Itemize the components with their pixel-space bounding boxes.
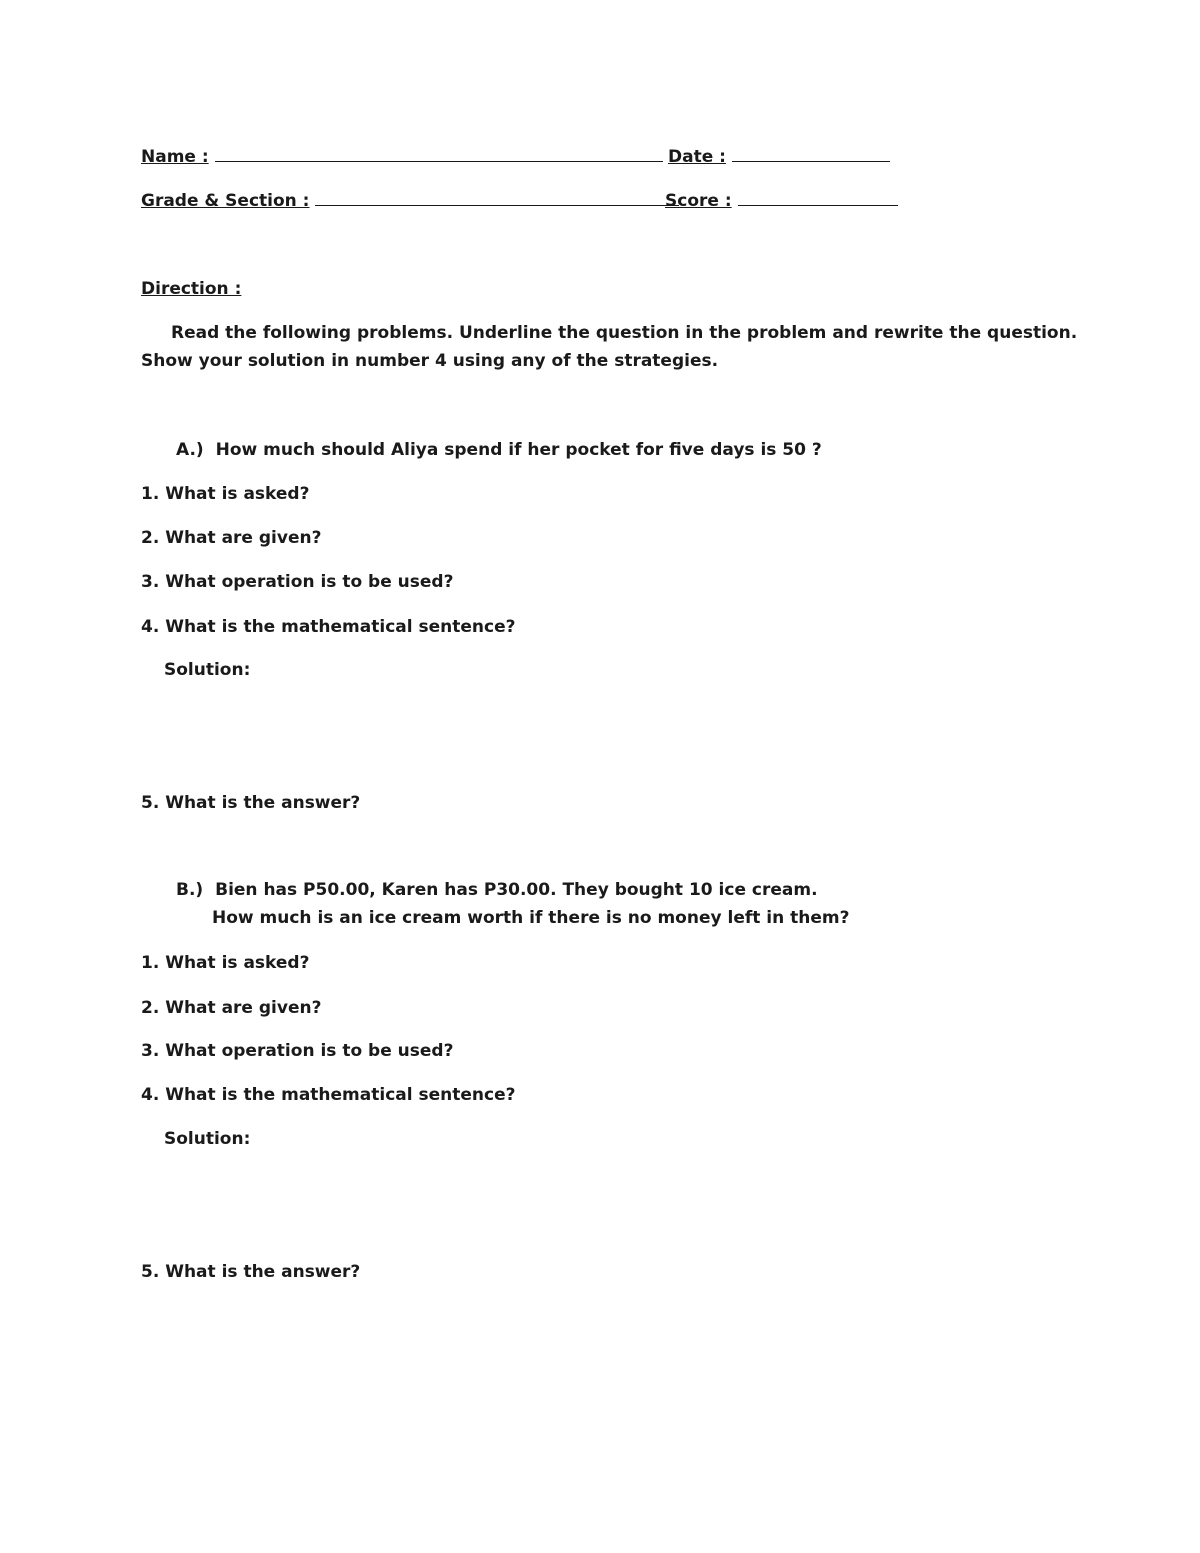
- score-field: [665, 189, 898, 212]
- score-blank[interactable]: [738, 189, 898, 206]
- problem-a-question-2: 2. What are given?: [141, 528, 322, 548]
- date-field: [668, 145, 890, 168]
- grade-section-label: Grade & Section :: [141, 191, 310, 211]
- score-label: Score :: [665, 191, 732, 211]
- grade-section-field: [141, 189, 679, 212]
- name-blank[interactable]: [215, 145, 423, 162]
- name-field: [141, 145, 663, 168]
- problem-b-label: B.): [176, 880, 204, 900]
- problem-b-text-1: Bien has P50.00, Karen has P30.00. They bought 10 ice cream.: [215, 880, 818, 900]
- problem-a: [176, 439, 822, 461]
- problem-a-text: How much should Aliya spend if her pocket for five days is 50 ?: [215, 440, 822, 460]
- direction-line-1: Read the following problems. Underline the question in the problem and rewrite the question.: [171, 323, 1078, 343]
- problem-b-text-2: How much is an ice cream worth if there is no money left in them?: [212, 908, 850, 928]
- problem-b: [176, 879, 818, 901]
- problem-b-question-5: 5. What is the answer?: [141, 1262, 361, 1282]
- direction-line-2: Show your solution in number 4 using any of the strategies.: [141, 351, 719, 371]
- problem-b-question-3: 3. What operation is to be used?: [141, 1041, 454, 1061]
- problem-a-question-3: 3. What operation is to be used?: [141, 572, 454, 592]
- problem-b-solution-label: Solution:: [164, 1129, 251, 1149]
- name-label: Name :: [141, 147, 209, 167]
- name-blank-extension: [423, 145, 663, 162]
- problem-a-question-1: 1. What is asked?: [141, 484, 310, 504]
- problem-b-question-2: 2. What are given?: [141, 998, 322, 1018]
- problem-a-solution-label: Solution:: [164, 660, 251, 680]
- date-blank[interactable]: [732, 145, 890, 162]
- problem-a-question-5: 5. What is the answer?: [141, 793, 361, 813]
- date-label: Date :: [668, 147, 726, 167]
- problem-a-label: A.): [176, 440, 204, 460]
- problem-b-question-4: 4. What is the mathematical sentence?: [141, 1085, 516, 1105]
- problem-b-question-1: 1. What is asked?: [141, 953, 310, 973]
- grade-section-blank-extension: [443, 189, 679, 206]
- problem-a-question-4: 4. What is the mathematical sentence?: [141, 617, 516, 637]
- direction-heading: Direction :: [141, 279, 242, 299]
- grade-section-blank[interactable]: [315, 189, 443, 206]
